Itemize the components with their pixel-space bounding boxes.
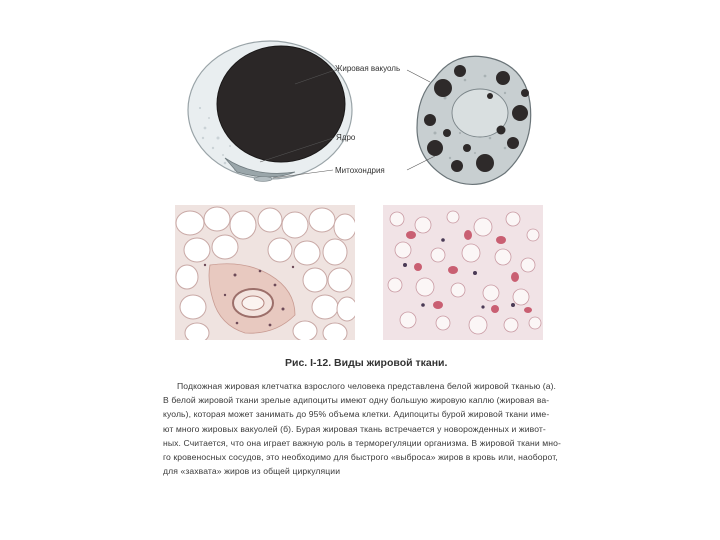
label-mitochondria: Митохондрия [335,166,385,175]
paragraph-line: го кровеносных сосудов, это необходимо для быстрого «выброса» жиров в кровь или, наоборот, [163,452,558,463]
body-paragraph [163,379,595,478]
paragraph-line: ных. Считается, что она играет важную роль в терморегуляции организма. В жировой ткани мно- [163,437,561,448]
paragraph-line: В белой жировой ткани зрелые адипоциты имеют одну большую жировую каплю (жировая ва- [163,395,550,406]
paragraph-line: Подкожная жировая клетчатка взрослого человека представлена белой жировой тканью (а). [177,381,557,391]
figure-caption: Рис. I-12. Виды жировой ткани. [285,357,448,369]
lipid-vacuole [217,46,345,162]
paragraph-line: для «захвата» жиров из общей циркуляции [163,466,341,477]
paragraph-line: куоль), которая может занимать до 95% объема клетки. Адипоциты бурой жировой ткани име- [163,409,550,420]
mitochondrion [254,177,272,182]
paragraph-line: ют много жировых вакуолей (б). Бурая жировая ткань встречается у новорожденных и живот- [163,423,546,434]
label-lipid-vacuole: Жировая вакуоль [335,64,401,73]
micrograph-brown-adipose [383,205,543,340]
micrograph-white-adipose [175,205,355,340]
label-nucleus: Ядро [336,133,356,142]
